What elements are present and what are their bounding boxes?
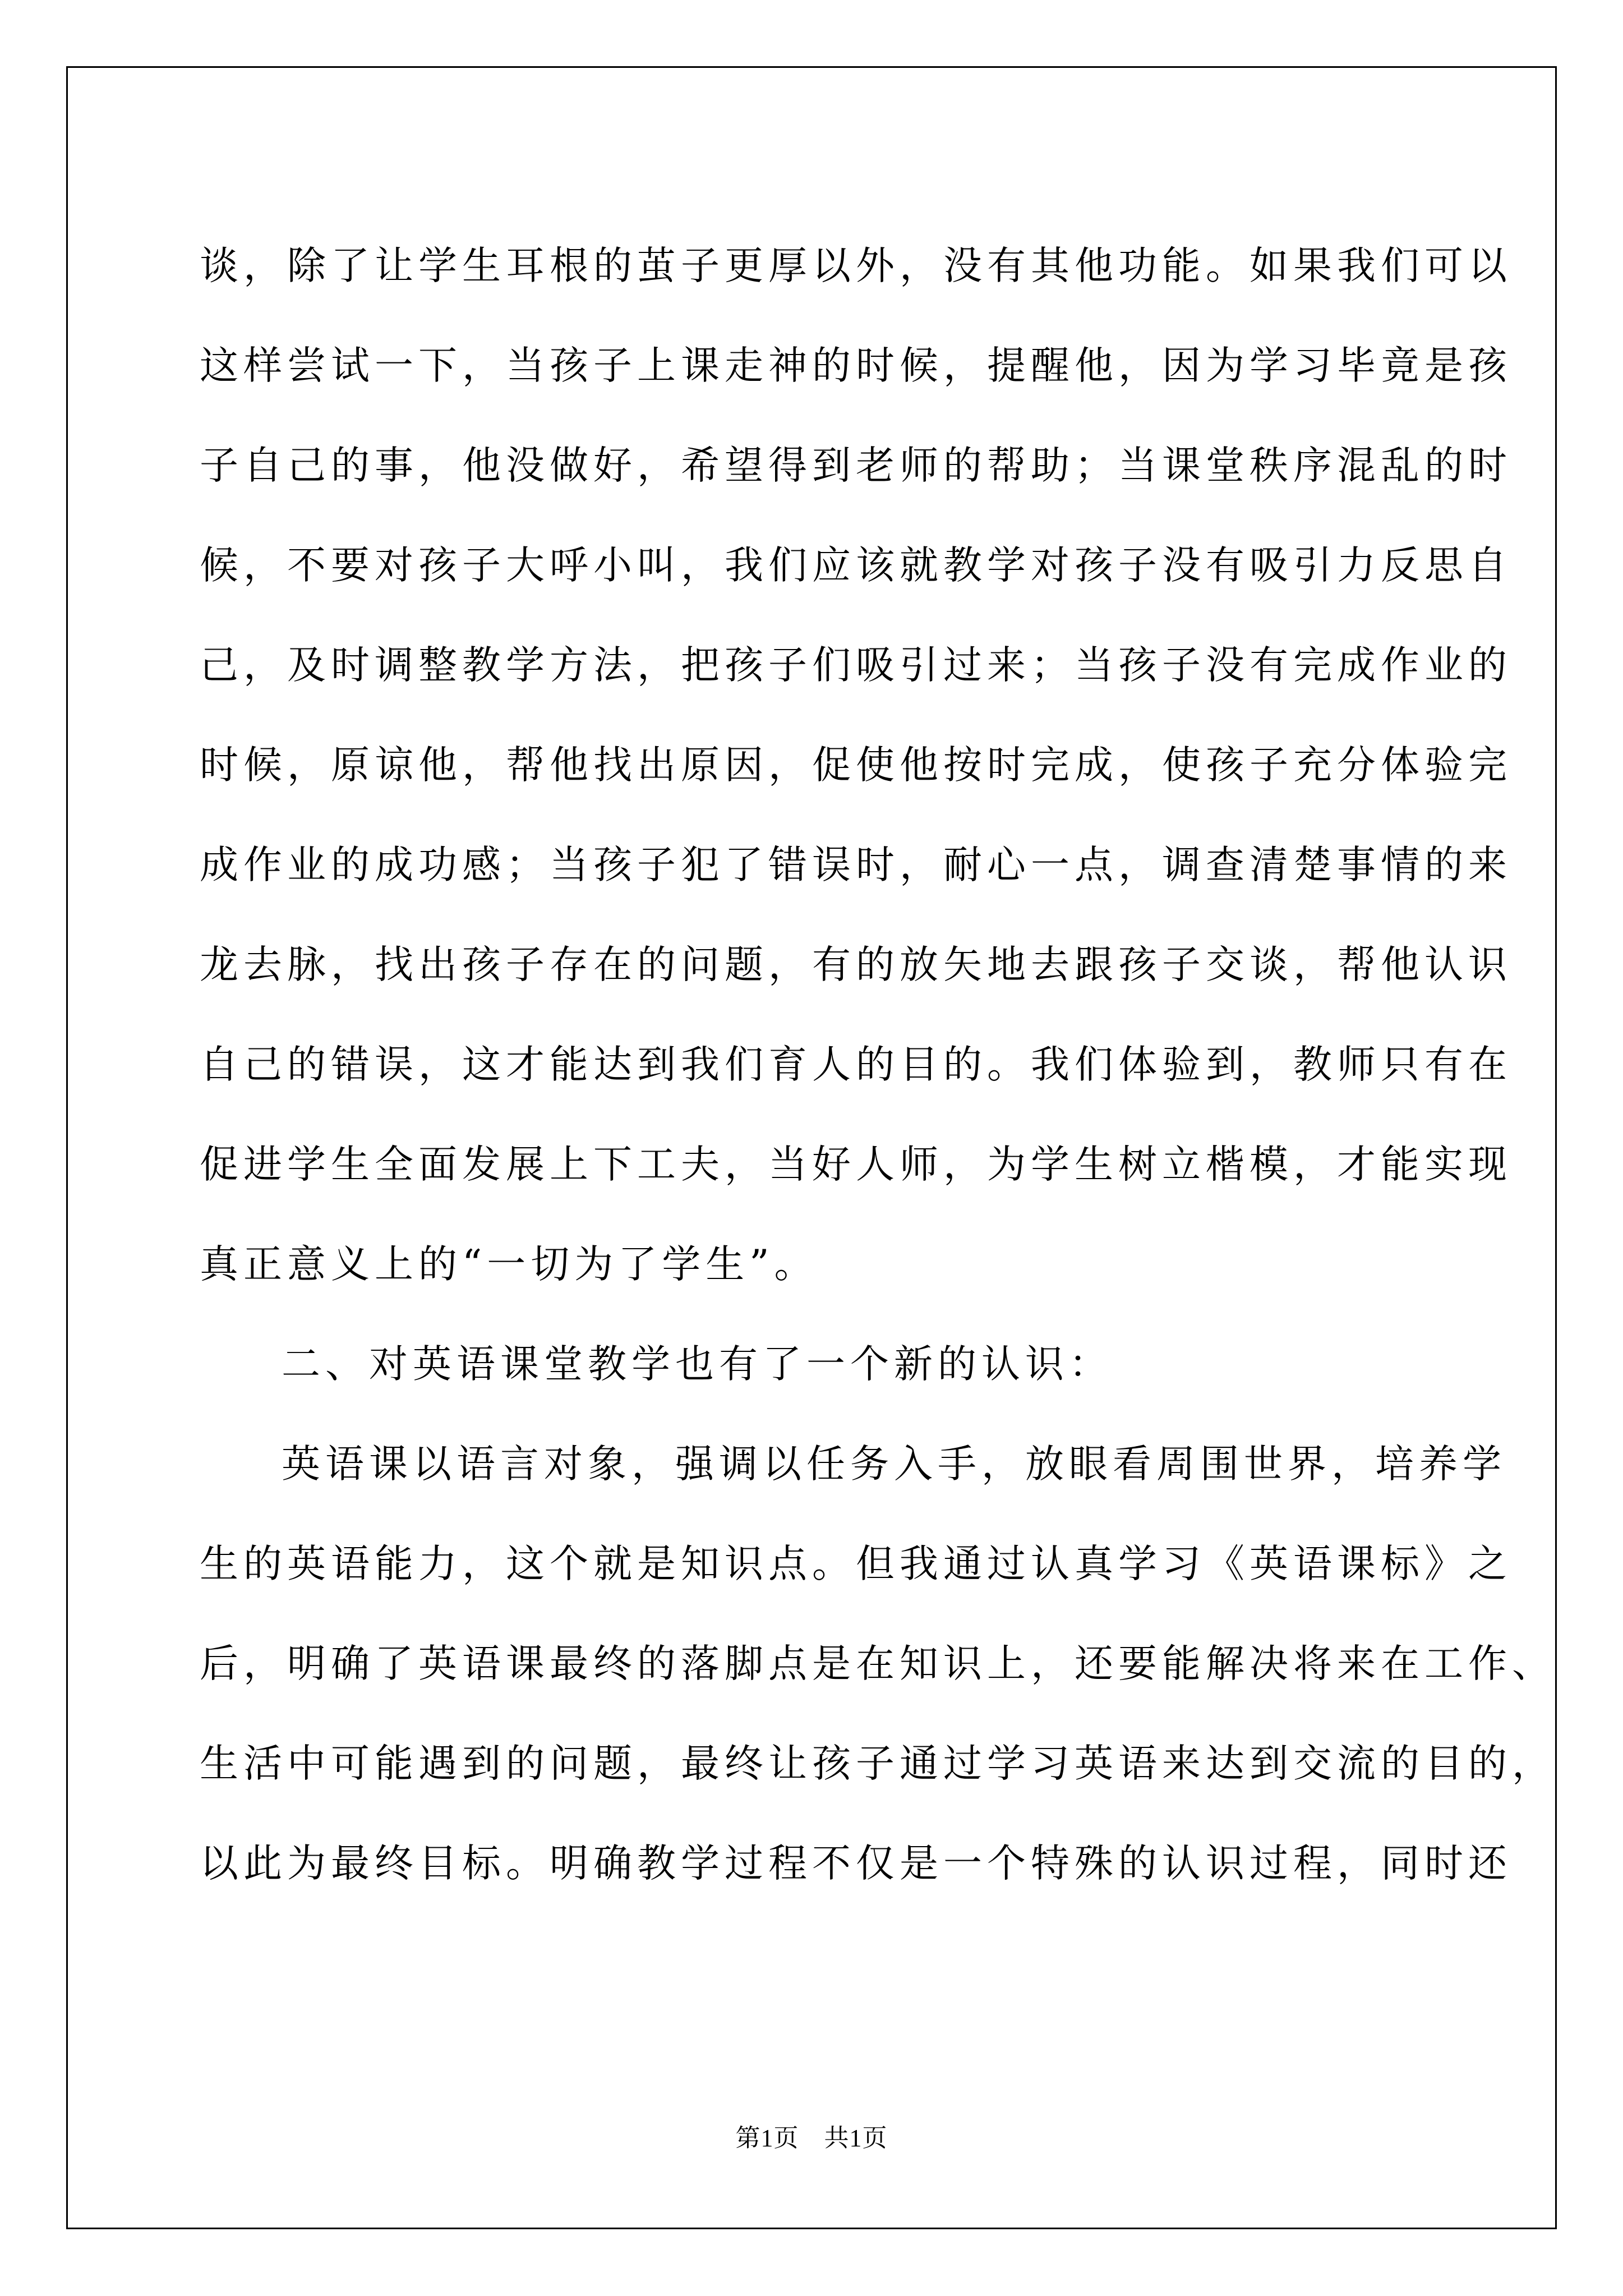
text-line: 子自己的事，他没做好，希望得到老师的帮助；当课堂秩序混乱的时 — [200, 443, 1512, 488]
text-line: 生的英语能力，这个就是知识点。但我通过认真学习《英语课标》之 — [200, 1542, 1512, 1586]
page-footer: 第1页 共1页 — [735, 2124, 888, 2152]
text-line: 自己的错误，这才能达到我们育人的目的。我们体验到，教师只有在 — [200, 1042, 1512, 1087]
text-line: 谈，除了让学生耳根的茧子更厚以外，没有其他功能。如果我们可以 — [200, 243, 1512, 288]
text-line: 真正意义上的“一切为了学生”。 — [200, 1242, 818, 1287]
text-line: 促进学生全面发展上下工夫，当好人师，为学生树立楷模，才能实现 — [200, 1142, 1512, 1187]
text-line: 生活中可能遇到的问题，最终让孩子通过学习英语来达到交流的目的， — [200, 1741, 1556, 1786]
text-line: 以此为最终目标。明确教学过程不仅是一个特殊的认识过程，同时还 — [200, 1841, 1512, 1886]
text-line: 候，不要对孩子大呼小叫，我们应该就教学对孩子没有吸引力反思自 — [200, 543, 1512, 588]
text-line: 龙去脉，找出孩子存在的问题，有的放矢地去跟孩子交谈，帮他认识 — [200, 942, 1512, 987]
text-line: 二、对英语课堂教学也有了一个新的认识： — [282, 1342, 1113, 1387]
document-body — [200, 216, 1556, 1913]
text-line: 英语课以语言对象，强调以任务入手，放眼看周围世界，培养学 — [282, 1442, 1506, 1487]
text-line: 成作业的成功感；当孩子犯了错误时，耐心一点，调查清楚事情的来 — [200, 843, 1512, 887]
text-line: 己，及时调整教学方法，把孩子们吸引过来；当孩子没有完成作业的 — [200, 643, 1512, 688]
text-line: 后，明确了英语课最终的落脚点是在知识上，还要能解决将来在工作、 — [200, 1641, 1556, 1686]
text-line: 这样尝试一下，当孩子上课走神的时候，提醒他，因为学习毕竟是孩 — [200, 343, 1512, 388]
text-line: 时候，原谅他，帮他找出原因，促使他按时完成，使孩子充分体验完 — [200, 743, 1512, 788]
